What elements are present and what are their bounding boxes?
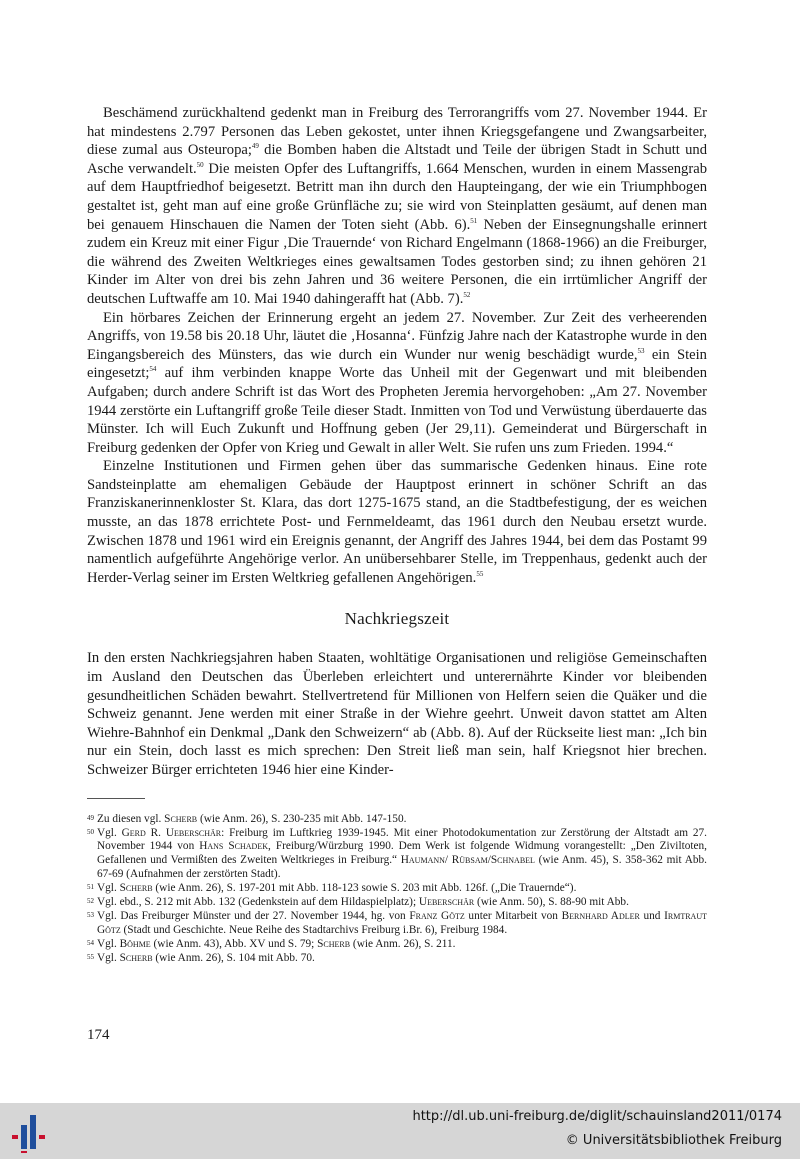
text-run: die Bomben haben die Altstadt und Teile der übrigen Stadt in Schutt und Asche verwandelt. xyxy=(87,142,707,177)
text-run: Vgl. ebd., S. 212 mit Abb. 132 (Gedenkstein auf dem Hildaspielplatz); xyxy=(97,896,419,909)
footnote-ref[interactable]: 52 xyxy=(463,291,471,300)
document-page xyxy=(87,104,707,966)
page-number: 174 xyxy=(87,1027,110,1043)
author-name: Haumann/ Rübsam/Schnabel xyxy=(400,854,535,867)
author-name: Scherb xyxy=(317,937,351,950)
author-name: Böhme xyxy=(119,937,151,950)
text-run: unter Mitarbeit von xyxy=(464,909,562,922)
body-paragraph-3 xyxy=(87,457,707,587)
footnote-ref[interactable]: 53 xyxy=(637,346,645,355)
text-run: (wie Anm. 43), Abb. XV und S. 79; xyxy=(150,937,318,950)
footnote-50 xyxy=(87,827,707,883)
text-run: Die meisten Opfer des Luftangriffs, 1.664 Menschen, wurden in einem Massengrab auf dem Hauptfriedhof beigesetzt. Betritt man ihn durch den Haupteingang, der wie ein Triumphbogen gestaltet ist, geht man auf eine große Grünfläche zu; sie wird von Steinplatten gesäumt, auf denen man bei genauem Hinschauen die Namen der Toten sieht (Abb. 6). xyxy=(87,160,707,233)
footnote-text xyxy=(97,952,707,966)
viewer-footer xyxy=(0,1103,800,1159)
footnote-number: 49 xyxy=(87,813,94,822)
author-name: Bernhard Adler xyxy=(561,909,640,922)
footnote-ref[interactable]: 51 xyxy=(470,216,478,225)
section-heading: Nachkriegszeit xyxy=(344,609,450,629)
author-name: Gerd R. Ueberschär xyxy=(121,826,222,839)
text-run: Vgl. xyxy=(97,951,120,964)
footnote-54 xyxy=(87,938,707,952)
body-paragraph-1 xyxy=(87,104,707,309)
text-run: , Freiburg/Würzburg 1990. Dem Werk ist folgende Widmung vorangestellt: „Den Ziviltoten, Gefallenen und Vermißten des Zweiten Weltkrieges in Freiburg.“ xyxy=(97,840,707,867)
footnote-53 xyxy=(87,910,707,938)
permalink-link[interactable]: http://dl.ub.uni-freiburg.de/diglit/schauinsland2011/0174 xyxy=(412,1109,782,1124)
footnote-55 xyxy=(87,952,707,966)
footnote-text xyxy=(97,938,707,952)
author-name: Scherb xyxy=(164,812,198,825)
text-run: und xyxy=(639,909,665,922)
text-run: (wie Anm. 45), S. 358-362 mit Abb. 67-69 (Aufnahmen der zerstörten Stadt). xyxy=(97,854,708,881)
text-run: (wie Anm. 50), S. 88-90 mit Abb. xyxy=(474,896,629,909)
copyright-text: © Universitätsbibliothek Freiburg xyxy=(565,1133,782,1148)
text-run: Vgl. xyxy=(97,882,120,895)
text-run: Vgl. Das Freiburger Münster und der 27. November 1944, hg. von xyxy=(97,909,410,922)
author-name: Scherb xyxy=(119,951,153,964)
footnote-number: 52 xyxy=(87,897,94,906)
footnote-number: 54 xyxy=(87,938,94,947)
footnote-number: 51 xyxy=(87,883,94,892)
ub-freiburg-logo-icon xyxy=(10,1111,52,1153)
text-run: Neben der Einsegnungshalle erinnert zudem ein Kreuz mit einer Figur ‚Die Trauernde‘ von Richard Engelmann (1868-1966) an die Freiburger, die während des Zweiten Weltkrieges eines gewaltsamen Todes gestorben sind; zu ihnen gehören 21 Kinder im Alter von drei bis zehn Jahren und 36 weitere Personen, die ein irrtümlicher Angriff der deutschen Luftwaffe am 10. Mai 1940 dahingerafft hat (Abb. 7). xyxy=(87,216,707,307)
text-run: (wie Anm. 26), S. 197-201 mit Abb. 118-123 sowie S. 203 mit Abb. 126f. („Die Trauernde“). xyxy=(152,882,577,895)
footnote-ref[interactable]: 54 xyxy=(149,365,157,374)
footnote-ref[interactable]: 55 xyxy=(476,569,484,578)
text-run: Beschämend zurückhaltend gedenkt man in Freiburg des Terrorangriffs vom 27. November 1944. Er hat mindestens 2.797 Personen das Leben gekostet, unter ihnen Kriegsgefangene und Zwangsarbeiter, diese zumal aus Osteuropa; xyxy=(87,105,707,159)
author-name: Franz Götz xyxy=(409,909,465,922)
text-run: Zu diesen vgl. xyxy=(97,812,165,825)
footnote-number: 55 xyxy=(87,952,94,961)
text-run: (wie Anm. 26), S. 104 mit Abb. 70. xyxy=(152,951,315,964)
footnote-text xyxy=(97,882,707,896)
footnote-ref[interactable]: 50 xyxy=(196,160,204,169)
footnote-49 xyxy=(87,813,707,827)
footnote-number: 53 xyxy=(87,910,94,919)
footnote-divider xyxy=(87,798,145,799)
footnote-ref[interactable]: 49 xyxy=(251,142,259,151)
footnote-text xyxy=(97,813,707,827)
author-name: Hans Schadek xyxy=(199,840,268,853)
text-run: ein Stein eingesetzt; xyxy=(87,346,707,382)
text-run: (Stadt und Geschichte. Neue Reihe des Stadtarchivs Freiburg i.Br. 6), Freiburg 1984. xyxy=(120,923,508,936)
footnotes xyxy=(87,813,707,966)
text-run: auf ihm verbinden knappe Worte das Unheil mit der Gegenwart und mit bleibenden Aufgaben; durch andere Schrift ist das Wort des Propheten Jeremia hervorgehoben: „Am 27. November 1944 zerstörte ein Luftangriff große Teile dieser Stadt. Inmitten von Tod und Verwüstung überdauerte das Münster. Ich will Euch Zukunft und Hoffnung geben (Jer 29,11). Gemeinderat und Bürgerschaft in Freiburg gedenken der Opfer von Krieg und Gewalt in aller Welt. Sie rufen uns zum Frieden. 1994.“ xyxy=(87,365,707,456)
footnote-text xyxy=(97,827,707,883)
text-run: Vgl. xyxy=(97,937,120,950)
author-name: Irmtraut Götz xyxy=(97,909,708,936)
text-run: : Freiburg im Luftkrieg 1939-1945. Mit einer Photodokumentation zur Zerstörung der Altstadt am 27. November 1944 von xyxy=(97,826,707,853)
text-run: Einzelne Institutionen und Firmen gehen über das summarische Gedenken hinaus. Eine rote Sandsteinplatte am ehemaligen Gebäude der Hauptpost erinnert in schöner Schrift an das Franziskanerinnenkloster St. Klara, das dort 1275-1675 stand, an die Stadtbefestigung, der es weichen musste, an das 1878 errichtete Post- und Fernmeldeamt, das 1961 durch den Neubau ersetzt wurde. Zwischen 1878 und 1961 wird ein Ereignis genannt, der Angriff des Jahres 1944, bei dem das Postamt 99 namentlich aufgeführte Angehörige verlor. An unübersehbarer Stelle, im Treppenhaus, gedenkt auch der Herder-Verlag seiner im Ersten Weltkrieg gefallenen Angehörigen. xyxy=(87,458,707,586)
text-run: (wie Anm. 26), S. 211. xyxy=(350,937,456,950)
footnote-51 xyxy=(87,882,707,896)
text-run: Vgl. xyxy=(97,826,122,839)
body-paragraph-4: In den ersten Nachkriegsjahren haben Staaten, wohltätige Organisationen und religiöse Gemeinschaften im Ausland den Deutschen das Überleben erleichtert und unterernährte Kinder vor bleibenden gesundheitlichen Schäden bewahrt. Stellvertretend für Millionen von Helfern seien die Quäker und die Schweiz genannt. Jene werden mit einer Straße in der Wiehre geehrt. Unweit davon stattet am Alten Wiehre-Bahnhof ein Denkmal „Dank den Schweizern“ ab (Abb. 8). Auf der Rückseite liest man: „Ich bin nur ein Stein, doch lasst es mich sprechen: Den Streit ließ man sein, half Kriegsnot hier brechen. Schweizer Bürger errichteten 1946 hier eine Kinder- xyxy=(87,650,707,778)
footnote-52 xyxy=(87,896,707,910)
text-run: Ein hörbares Zeichen der Erinnerung ergeht an jedem 27. November. Zur Zeit des verheerenden Angriffs, von 19.58 bis 20.18 Uhr, läutet die ‚Hosanna‘. Fünfzig Jahre nach der Katastrophe wurde in den Eingangsbereich des Münsters, das wie durch ein Wunder nur wenig beschädigt wurde, xyxy=(87,309,707,363)
author-name: Ueberschär xyxy=(418,896,475,909)
footnote-number: 50 xyxy=(87,827,94,836)
text-run: (wie Anm. 26), S. 230-235 mit Abb. 147-150. xyxy=(197,812,407,825)
footnote-text xyxy=(97,896,707,910)
footnote-text xyxy=(97,910,707,938)
body-paragraph-2 xyxy=(87,309,707,458)
author-name: Scherb xyxy=(119,882,153,895)
